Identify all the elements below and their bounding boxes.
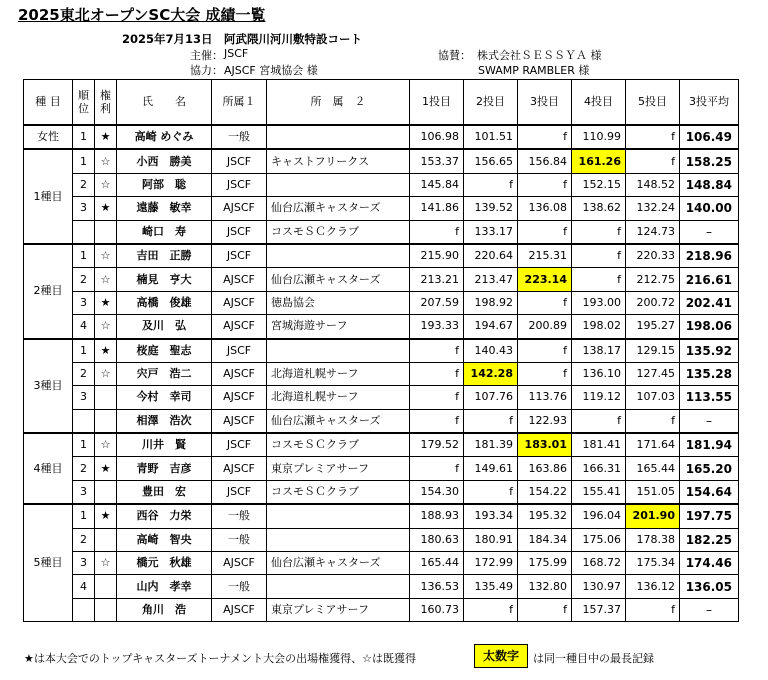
throw-5-cell: 201.90 (626, 504, 680, 528)
throw-4-cell: 138.17 (572, 339, 626, 363)
throw-5-cell: 212.75 (626, 268, 680, 291)
aff2-cell: 仙台広瀬キャスターズ (267, 552, 410, 575)
rank-cell: 4 (73, 575, 95, 598)
throw-4-cell: 198.02 (572, 315, 626, 339)
table-row (24, 480, 739, 504)
average-cell: 198.06 (680, 315, 739, 339)
throw-3-cell: 195.32 (518, 504, 572, 528)
throw-5-cell: 136.12 (626, 575, 680, 598)
throw-2-cell: f (464, 598, 518, 621)
name-cell: 崎口 寿 (117, 220, 212, 244)
sponsor-value: JSCF (224, 47, 249, 60)
aff2-cell: キャストフリークス (267, 149, 410, 173)
throw-5-cell: 148.52 (626, 173, 680, 196)
throw-3-cell: 163.86 (518, 457, 572, 480)
throw-2-cell: 213.47 (464, 268, 518, 291)
throw-3-cell: 175.99 (518, 552, 572, 575)
throw-2-cell: 107.76 (464, 386, 518, 409)
aff1-cell: JSCF (212, 173, 267, 196)
throw-3-cell: 183.01 (518, 433, 572, 457)
rank-cell: 3 (73, 386, 95, 409)
right-cell: ★ (95, 457, 117, 480)
throw-1-cell: 145.84 (410, 173, 464, 196)
rank-cell: 3 (73, 197, 95, 220)
throw-2-cell: 198.92 (464, 291, 518, 314)
throw-1-cell: 213.21 (410, 268, 464, 291)
table-row (24, 386, 739, 409)
throw-2-cell: f (464, 173, 518, 196)
throw-1-cell: f (410, 339, 464, 363)
rank-cell: 1 (73, 149, 95, 173)
throw-4-cell: 136.10 (572, 362, 626, 385)
average-cell: 202.41 (680, 291, 739, 314)
average-cell: 148.84 (680, 173, 739, 196)
category-cell: 5種目 (24, 504, 73, 621)
right-cell (95, 528, 117, 551)
right-cell (95, 220, 117, 244)
name-cell: 橋元 秋雄 (117, 552, 212, 575)
name-cell: 阿部 聡 (117, 173, 212, 196)
aff2-cell: コスモＳＣクラブ (267, 220, 410, 244)
aff1-cell: JSCF (212, 149, 267, 173)
right-cell: ★ (95, 339, 117, 363)
throw-1-cell: 180.63 (410, 528, 464, 551)
throw-5-cell: 107.03 (626, 386, 680, 409)
table-row (24, 220, 739, 244)
name-cell: 角川 浩 (117, 598, 212, 621)
throw-2-cell: 142.28 (464, 362, 518, 385)
coop-label: 協力： (190, 64, 223, 77)
category-cell: 4種目 (24, 433, 73, 504)
throw-2-cell: 193.34 (464, 504, 518, 528)
throw-3-cell: 122.93 (518, 409, 572, 433)
right-cell (95, 409, 117, 433)
aff2-cell: 東京プレミアサーフ (267, 598, 410, 621)
average-cell: 135.92 (680, 339, 739, 363)
throw-2-cell: f (464, 480, 518, 504)
throw-2-cell: f (464, 409, 518, 433)
table-row (24, 268, 739, 291)
throw-3-cell: 132.80 (518, 575, 572, 598)
throw-1-cell: f (410, 409, 464, 433)
aff2-cell: 宮城海遊サーフ (267, 315, 410, 339)
aff2-cell: 仙台広瀬キャスターズ (267, 197, 410, 220)
legend-highlight-box: 太数字 (474, 644, 528, 668)
throw-1-cell: f (410, 457, 464, 480)
name-cell: 青野 吉彦 (117, 457, 212, 480)
throw-5-cell: 200.72 (626, 291, 680, 314)
throw-3-cell: 113.76 (518, 386, 572, 409)
footnote: ★は本大会でのトップキャスターズトーナメント大会の出場権獲得、☆は既獲得 (24, 652, 416, 665)
throw-4-cell: 196.04 (572, 504, 626, 528)
throw-1-cell: 207.59 (410, 291, 464, 314)
table-row (24, 362, 739, 385)
sponsor-label: 主催： (190, 49, 223, 62)
rank-cell: 3 (73, 291, 95, 314)
header-throw-5: 5投目 (626, 80, 680, 126)
throw-3-cell: f (518, 291, 572, 314)
name-cell: 高崎 智央 (117, 528, 212, 551)
right-cell: ★ (95, 504, 117, 528)
rank-cell: 1 (73, 244, 95, 268)
coop-value: AJSCF 宮城協会 様 (224, 64, 318, 77)
aff1-cell: AJSCF (212, 315, 267, 339)
throw-1-cell: 160.73 (410, 598, 464, 621)
header-aff2: 所 属 ２ (267, 80, 410, 126)
throw-4-cell: 138.62 (572, 197, 626, 220)
throw-5-cell: 151.05 (626, 480, 680, 504)
throw-5-cell: f (626, 149, 680, 173)
name-cell: 遠藤 敏幸 (117, 197, 212, 220)
right-cell (95, 480, 117, 504)
throw-3-cell: f (518, 362, 572, 385)
average-cell: 216.61 (680, 268, 739, 291)
average-cell: – (680, 220, 739, 244)
results-table (23, 79, 739, 622)
throw-2-cell: 172.99 (464, 552, 518, 575)
aff2-cell (267, 173, 410, 196)
table-row (24, 528, 739, 551)
rank-cell: 1 (73, 339, 95, 363)
category-cell: 2種目 (24, 244, 73, 339)
rank-cell: 2 (73, 268, 95, 291)
name-cell: 川井 賢 (117, 433, 212, 457)
name-cell: 吉田 正勝 (117, 244, 212, 268)
aff2-cell: 仙台広瀬キャスターズ (267, 268, 410, 291)
rank-cell: 2 (73, 528, 95, 551)
throw-4-cell: 155.41 (572, 480, 626, 504)
throw-4-cell: f (572, 244, 626, 268)
table-row (24, 291, 739, 314)
throw-3-cell: f (518, 220, 572, 244)
category-cell: 1種目 (24, 149, 73, 244)
throw-1-cell: 136.53 (410, 575, 464, 598)
throw-4-cell: 119.12 (572, 386, 626, 409)
average-cell: 197.75 (680, 504, 739, 528)
rank-cell (73, 598, 95, 621)
name-cell: 豊田 宏 (117, 480, 212, 504)
right-cell: ☆ (95, 149, 117, 173)
throw-5-cell: 132.24 (626, 197, 680, 220)
right-cell: ☆ (95, 433, 117, 457)
name-cell: 高橋 俊雄 (117, 291, 212, 314)
aff1-cell: AJSCF (212, 552, 267, 575)
category-cell: 3種目 (24, 339, 73, 434)
throw-3-cell: 154.22 (518, 480, 572, 504)
throw-2-cell: 133.17 (464, 220, 518, 244)
header-rank-text: 順 位 (78, 89, 89, 115)
throw-4-cell: 181.41 (572, 433, 626, 457)
throw-5-cell: 220.33 (626, 244, 680, 268)
average-cell: 182.25 (680, 528, 739, 551)
throw-4-cell: f (572, 268, 626, 291)
name-cell: 西谷 力栄 (117, 504, 212, 528)
average-cell: 106.49 (680, 125, 739, 149)
header-throw-3: 3投目 (518, 80, 572, 126)
throw-1-cell: 153.37 (410, 149, 464, 173)
aff1-cell: JSCF (212, 244, 267, 268)
average-cell: – (680, 598, 739, 621)
support-label: 協賛： (438, 49, 471, 62)
aff1-cell: JSCF (212, 480, 267, 504)
throw-2-cell: 181.39 (464, 433, 518, 457)
support-value-1: 株式会社ＳＥＳＳＹＡ 様 (477, 49, 602, 62)
header-right-text: 権 利 (100, 89, 111, 115)
throw-4-cell: 152.15 (572, 173, 626, 196)
aff2-cell: 北海道札幌サーフ (267, 386, 410, 409)
header-row (24, 80, 739, 126)
throw-4-cell: 161.26 (572, 149, 626, 173)
event-date-venue: 2025年7月13日 阿武隈川河川敷特設コート (122, 32, 363, 46)
aff1-cell: JSCF (212, 433, 267, 457)
throw-5-cell: f (626, 409, 680, 433)
header-average: 3投平均 (680, 80, 739, 126)
table-row (24, 197, 739, 220)
throw-4-cell: 110.99 (572, 125, 626, 149)
aff1-cell: 一般 (212, 504, 267, 528)
throw-5-cell: 127.45 (626, 362, 680, 385)
throw-2-cell: 139.52 (464, 197, 518, 220)
throw-1-cell: f (410, 386, 464, 409)
table-row (24, 433, 739, 457)
rank-cell: 1 (73, 125, 95, 149)
right-cell: ☆ (95, 244, 117, 268)
name-cell: 小西 勝美 (117, 149, 212, 173)
aff1-cell: AJSCF (212, 409, 267, 433)
throw-3-cell: f (518, 598, 572, 621)
aff2-cell: コスモＳＣクラブ (267, 480, 410, 504)
table-row (24, 457, 739, 480)
rank-cell: 1 (73, 504, 95, 528)
throw-2-cell: 149.61 (464, 457, 518, 480)
table-row (24, 409, 739, 433)
throw-3-cell: f (518, 173, 572, 196)
throw-1-cell: 193.33 (410, 315, 464, 339)
aff2-cell: 北海道札幌サーフ (267, 362, 410, 385)
throw-2-cell: 194.67 (464, 315, 518, 339)
throw-1-cell: f (410, 220, 464, 244)
aff1-cell: AJSCF (212, 291, 267, 314)
average-cell: 181.94 (680, 433, 739, 457)
aff2-cell (267, 125, 410, 149)
right-cell: ★ (95, 197, 117, 220)
header-aff1: 所属１ (212, 80, 267, 126)
aff1-cell: JSCF (212, 220, 267, 244)
name-cell: 及川 弘 (117, 315, 212, 339)
name-cell: 相澤 浩次 (117, 409, 212, 433)
aff2-cell: 東京プレミアサーフ (267, 457, 410, 480)
right-cell (95, 386, 117, 409)
aff2-cell: コスモＳＣクラブ (267, 433, 410, 457)
right-cell: ★ (95, 291, 117, 314)
average-cell: – (680, 409, 739, 433)
throw-4-cell: 168.72 (572, 552, 626, 575)
aff1-cell: AJSCF (212, 386, 267, 409)
throw-3-cell: 200.89 (518, 315, 572, 339)
category-cell: 女性 (24, 125, 73, 149)
aff1-cell: 一般 (212, 125, 267, 149)
average-cell: 174.46 (680, 552, 739, 575)
aff1-cell: AJSCF (212, 598, 267, 621)
name-cell: 今村 幸司 (117, 386, 212, 409)
aff2-cell: 仙台広瀬キャスターズ (267, 409, 410, 433)
name-cell: 宍戸 浩二 (117, 362, 212, 385)
throw-2-cell: 135.49 (464, 575, 518, 598)
average-cell: 140.00 (680, 197, 739, 220)
throw-1-cell: 179.52 (410, 433, 464, 457)
throw-2-cell: 156.65 (464, 149, 518, 173)
throw-1-cell: 141.86 (410, 197, 464, 220)
header-right (95, 80, 117, 126)
throw-3-cell: f (518, 339, 572, 363)
name-cell: 楠見 亨大 (117, 268, 212, 291)
aff1-cell: AJSCF (212, 197, 267, 220)
name-cell: 桜庭 聖志 (117, 339, 212, 363)
right-cell: ★ (95, 125, 117, 149)
aff2-cell (267, 528, 410, 551)
rank-cell: 1 (73, 433, 95, 457)
throw-3-cell: 215.31 (518, 244, 572, 268)
table-row (24, 315, 739, 339)
right-cell: ☆ (95, 268, 117, 291)
throw-3-cell: 184.34 (518, 528, 572, 551)
throw-4-cell: 166.31 (572, 457, 626, 480)
aff1-cell: 一般 (212, 528, 267, 551)
header-throw-4: 4投目 (572, 80, 626, 126)
name-cell: 高崎 めぐみ (117, 125, 212, 149)
aff2-cell (267, 504, 410, 528)
aff2-cell (267, 339, 410, 363)
average-cell: 136.05 (680, 575, 739, 598)
support-value-2: SWAMP RAMBLER 様 (478, 64, 590, 77)
table-row (24, 552, 739, 575)
table-row (24, 575, 739, 598)
rank-cell: 2 (73, 457, 95, 480)
average-cell: 165.20 (680, 457, 739, 480)
throw-4-cell: 193.00 (572, 291, 626, 314)
header-throw-2: 2投目 (464, 80, 518, 126)
throw-4-cell: f (572, 220, 626, 244)
throw-5-cell: 124.73 (626, 220, 680, 244)
throw-5-cell: 171.64 (626, 433, 680, 457)
aff1-cell: AJSCF (212, 268, 267, 291)
throw-1-cell: 215.90 (410, 244, 464, 268)
rank-cell: 4 (73, 315, 95, 339)
right-cell (95, 598, 117, 621)
aff1-cell: AJSCF (212, 362, 267, 385)
aff2-cell (267, 244, 410, 268)
aff1-cell: JSCF (212, 339, 267, 363)
throw-5-cell: 175.34 (626, 552, 680, 575)
rank-cell (73, 220, 95, 244)
name-cell: 山内 孝幸 (117, 575, 212, 598)
header-throw-1: 1投目 (410, 80, 464, 126)
throw-5-cell: 195.27 (626, 315, 680, 339)
throw-1-cell: 188.93 (410, 504, 464, 528)
rank-cell: 2 (73, 362, 95, 385)
throw-5-cell: 129.15 (626, 339, 680, 363)
throw-4-cell: f (572, 409, 626, 433)
throw-3-cell: 156.84 (518, 149, 572, 173)
average-cell: 218.96 (680, 244, 739, 268)
average-cell: 113.55 (680, 386, 739, 409)
table-row (24, 598, 739, 621)
table-row (24, 504, 739, 528)
throw-2-cell: 220.64 (464, 244, 518, 268)
right-cell: ☆ (95, 362, 117, 385)
throw-5-cell: f (626, 598, 680, 621)
throw-1-cell: f (410, 362, 464, 385)
right-cell (95, 575, 117, 598)
average-cell: 158.25 (680, 149, 739, 173)
throw-4-cell: 175.06 (572, 528, 626, 551)
right-cell: ☆ (95, 173, 117, 196)
throw-2-cell: 180.91 (464, 528, 518, 551)
throw-1-cell: 106.98 (410, 125, 464, 149)
throw-2-cell: 101.51 (464, 125, 518, 149)
rank-cell (73, 409, 95, 433)
table-row (24, 173, 739, 196)
header-category: 種 目 (24, 80, 73, 126)
page-title: 2025東北オープンSC大会 成績一覧 (18, 6, 266, 24)
aff1-cell: 一般 (212, 575, 267, 598)
table-row (24, 125, 739, 149)
right-cell: ☆ (95, 552, 117, 575)
throw-5-cell: f (626, 125, 680, 149)
throw-5-cell: 178.38 (626, 528, 680, 551)
throw-5-cell: 165.44 (626, 457, 680, 480)
right-cell: ☆ (95, 315, 117, 339)
throw-3-cell: 136.08 (518, 197, 572, 220)
table-row (24, 244, 739, 268)
table-row (24, 339, 739, 363)
throw-4-cell: 157.37 (572, 598, 626, 621)
throw-3-cell: 223.14 (518, 268, 572, 291)
rank-cell: 3 (73, 480, 95, 504)
header-rank (73, 80, 95, 126)
table-row (24, 149, 739, 173)
throw-2-cell: 140.43 (464, 339, 518, 363)
throw-3-cell: f (518, 125, 572, 149)
average-cell: 135.28 (680, 362, 739, 385)
throw-1-cell: 154.30 (410, 480, 464, 504)
throw-1-cell: 165.44 (410, 552, 464, 575)
legend-text: は同一種目中の最長記録 (533, 652, 654, 665)
rank-cell: 2 (73, 173, 95, 196)
header-name: 氏 名 (117, 80, 212, 126)
rank-cell: 3 (73, 552, 95, 575)
throw-4-cell: 130.97 (572, 575, 626, 598)
aff2-cell: 徳島協会 (267, 291, 410, 314)
aff1-cell: AJSCF (212, 457, 267, 480)
average-cell: 154.64 (680, 480, 739, 504)
aff2-cell (267, 575, 410, 598)
